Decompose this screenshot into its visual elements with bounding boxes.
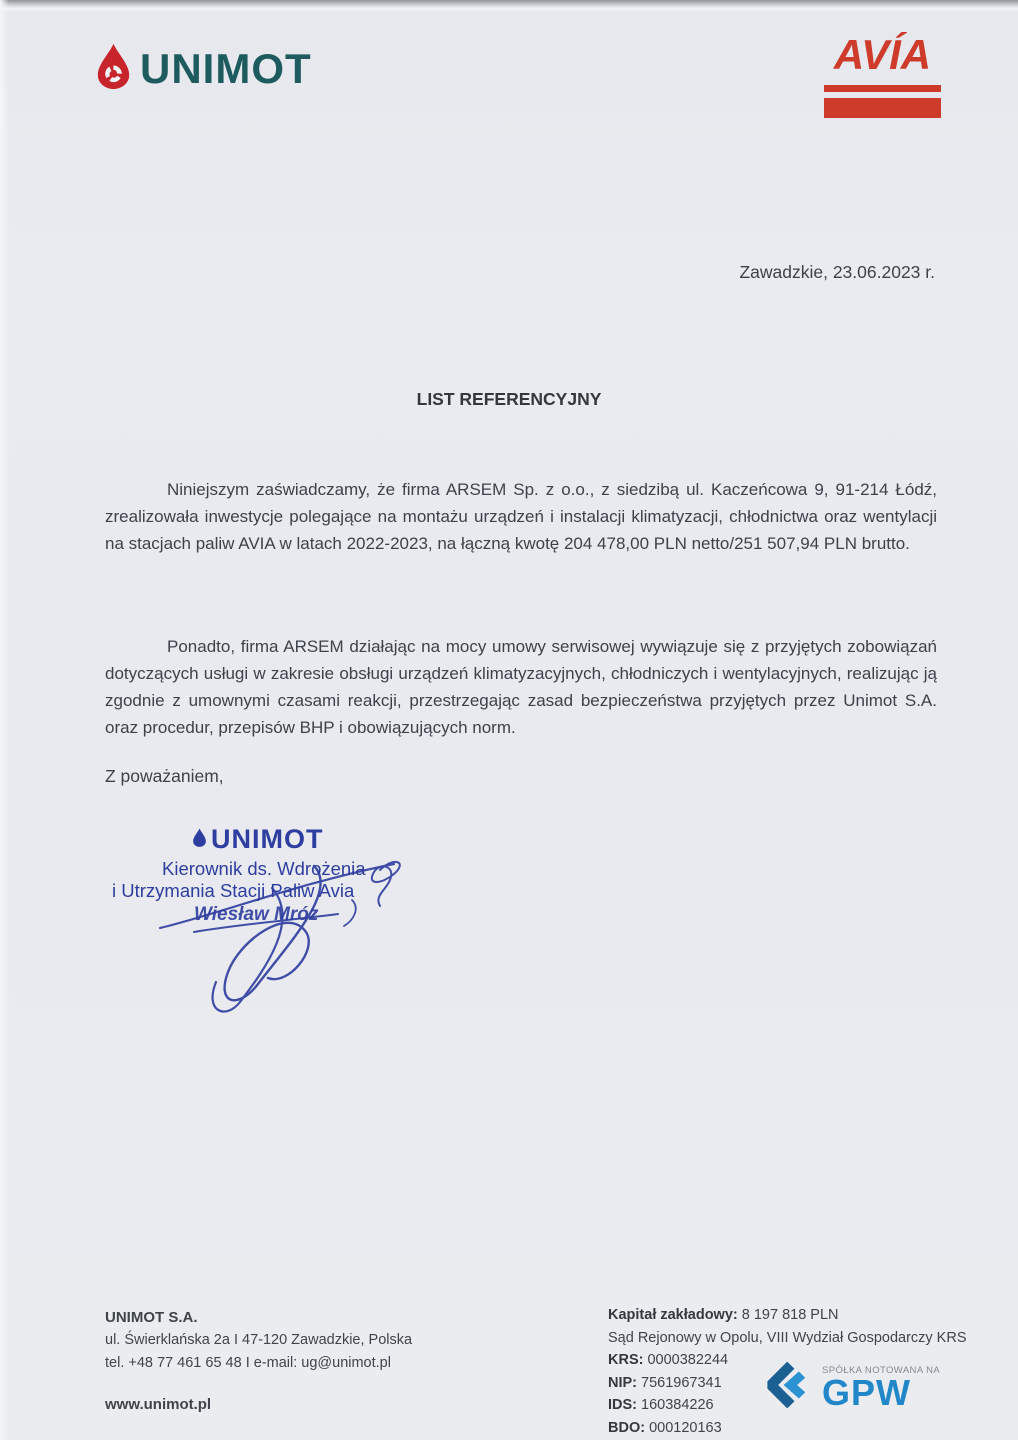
- unimot-drop-icon: [95, 42, 132, 95]
- gpw-logo: [762, 1358, 940, 1417]
- avia-logo-text: AVÍA: [833, 31, 932, 78]
- footer-krs-label: KRS:: [608, 1352, 644, 1368]
- footer-bdo-value: 000120163: [645, 1419, 722, 1436]
- footer-ids-label: IDS:: [608, 1397, 637, 1413]
- footer-nip-label: NIP:: [608, 1374, 637, 1391]
- footer-website: www.unimot.pl: [105, 1396, 212, 1413]
- gpw-wordmark: GPW: [822, 1371, 911, 1413]
- footer-company-name: UNIMOT S.A.: [105, 1309, 198, 1326]
- scan-left-edge: [0, 0, 9, 1440]
- footer-ids-value: 160384226: [637, 1397, 714, 1413]
- signature-stamp: [112, 820, 452, 1020]
- footer-address: ul. Świerklańska 2a I 47-120 Zawadzkie, Polska: [105, 1332, 413, 1348]
- footer-bdo-row: [608, 1417, 967, 1440]
- footer-contact: tel. +48 77 461 65 48 I e-mail: ug@unimot.pl: [105, 1355, 391, 1371]
- gpw-caption: SPÓŁKA NOTOWANA NA: [822, 1364, 941, 1376]
- stamp-title-line2: i Utrzymania Stacji Paliw Avia: [112, 880, 355, 901]
- avia-bar-thin: [824, 85, 941, 92]
- footer-court-row: Sąd Rejonowy w Opolu, VIII Wydział Gospodarczy KRS: [608, 1329, 967, 1346]
- footer-krs-value: 0000382244: [643, 1352, 729, 1368]
- footer-nip-value: 7561967341: [637, 1374, 722, 1391]
- footer-capital-row: [608, 1304, 967, 1327]
- footer-capital-label: Kapitał zakładowy:: [608, 1307, 738, 1323]
- footer-left-block: [105, 1306, 412, 1375]
- closing-salutation: Z poważaniem,: [105, 766, 224, 786]
- page-title: LIST REFERENCYJNY: [416, 389, 602, 409]
- handwritten-signature: [142, 836, 442, 1016]
- paragraph-2: Ponadto, firma ARSEM działając na mocy umowy serwisowej wywiązuje się z przyjętych zobowiązań dotyczących usługi w zakresie obsługi urządzeń klimatyzacyjnych, chłodniczych i wentylacyjnych, realizując ją zgodnie z umownymi czasami reakcji, przestrzegając zasad bezpieczeństwa przyjętych przez Unimot S.A. oraz procedur, przepisów BHP i obowiązujących norm.: [105, 637, 937, 737]
- scan-top-edge: [0, 0, 1018, 12]
- unimot-logo: [95, 42, 312, 95]
- avia-logo: [824, 31, 941, 118]
- footer-capital-value: 8 197 818 PLN: [737, 1307, 839, 1323]
- dateline: Zawadzkie, 23.06.2023 r.: [739, 262, 935, 282]
- stamp-logo-text: UNIMOT: [211, 824, 324, 854]
- unimot-logo-text: UNIMOT: [140, 44, 312, 92]
- gpw-icon: [762, 1358, 816, 1417]
- paragraph-1: Niniejszym zaświadczamy, że firma ARSEM Sp. z o.o., z siedzibą ul. Kaczeńcowa 9, 91-214 Łódź, zrealizowała inwestycje polegające na montażu urządzeń i instalacji klimatyzacji, chłodnictwa oraz wentylacji na stacjach paliw AVIA w latach 2022-2023, na łączną kwotę 204 478,00 PLN netto/251 507,94 PLN brutto.: [105, 480, 937, 553]
- stamp-signer-name: Wiesław Mróz: [194, 904, 319, 925]
- avia-bar-thick: [824, 98, 941, 118]
- gpw-text-column: [822, 1364, 941, 1413]
- footer-bdo-label: BDO:: [608, 1419, 646, 1436]
- stamp-title-line1: Kierownik ds. Wdrożenia: [162, 858, 366, 879]
